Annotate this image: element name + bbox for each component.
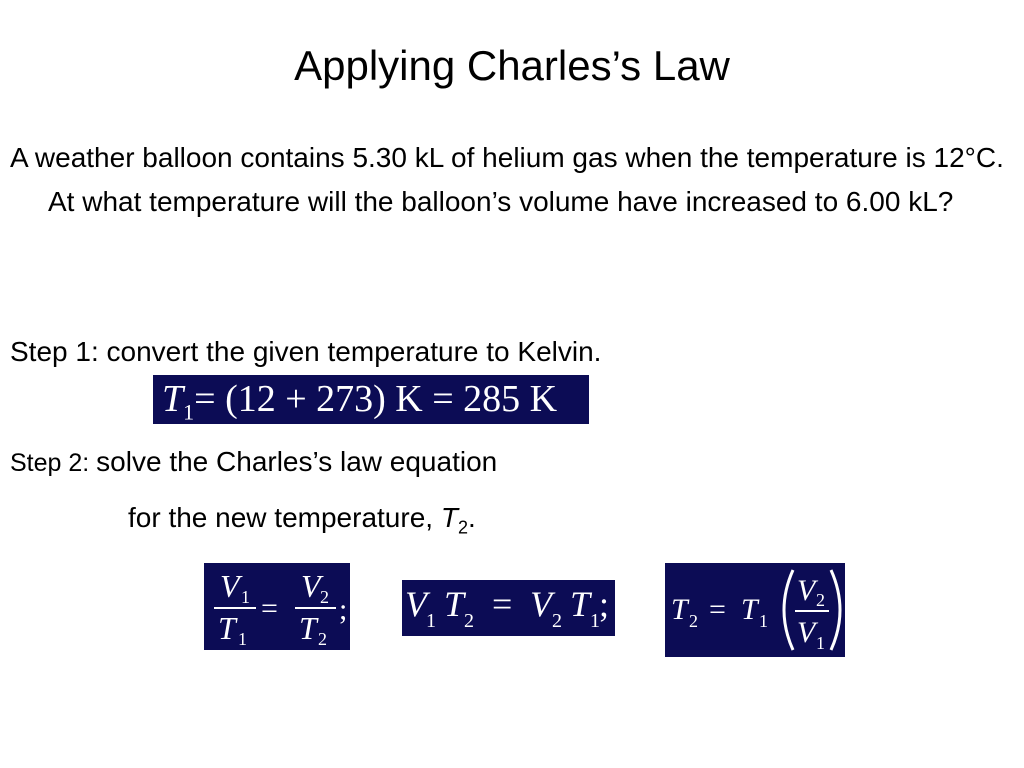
step-2-period: . [467,502,476,533]
eq3-equals: = [492,584,513,624]
problem-statement: A weather balloon contains 5.30 kL of helium gas when the temperature is 12°C. At what temperature will the balloon’s volume have increased to 6.00 kL? [10,142,1004,217]
step-1-text: Step 1: convert the given temperature to Kelvin. [10,336,602,367]
eq3-v1: V [405,584,427,624]
step-2-var: T [440,502,458,533]
step-2-prefix: Step 2: [10,449,97,477]
eq2-t2: T [299,610,317,646]
eq2-v1: V [220,568,240,604]
kelvin-conversion-equation [153,375,589,424]
eq3-v2: V [530,584,552,624]
eq-sub-1: 1 [183,399,195,424]
step-2-body: solve the Charles’s law equation [96,446,498,477]
eq4-v2-sub: 2 [816,590,825,610]
eq4-v1-sub: 1 [816,633,825,653]
eq4-t1-sub: 1 [759,611,768,631]
eq-rest: = (12 + 273) K = 285 K [194,378,558,420]
eq2-equals: = [261,592,278,625]
eq2-t2-sub: 2 [318,629,327,649]
charles-law-proportion-equation [204,563,350,650]
eq2-v2-sub: 2 [320,587,329,607]
eq4-t2-sub: 2 [689,611,698,631]
eq3-v2-sub: 2 [552,610,562,632]
eq4-equals: = [709,593,726,626]
eq3-v1-sub: 1 [426,610,436,632]
slide-title: Applying Charles’s Law [294,42,730,89]
eq2-v1-sub: 1 [241,587,250,607]
eq2-t1-sub: 1 [238,629,247,649]
solved-t2-equation [665,563,845,657]
eq4-t2: T [671,593,688,626]
eq2-semicolon: ; [339,593,348,626]
eq3-semicolon: ; [599,584,610,624]
eq-var-t: T [162,378,184,420]
eq2-t1: T [218,610,236,646]
eq4-v2: V [797,574,816,607]
eq3-t2: T [444,584,465,624]
step-2-text [10,440,497,485]
eq4-v1: V [797,616,816,649]
eq4-t1: T [741,593,758,626]
step-2-continuation [128,496,476,550]
step-2-sub: 2 [457,517,468,538]
left-paren [784,570,793,650]
eq3-t1-sub: 1 [590,610,600,632]
eq2-v2: V [301,568,321,604]
cross-multiplied-equation [402,580,615,636]
right-paren [831,570,840,650]
step-2-cont-text: for the new temperature, [128,502,441,533]
eq3-t1: T [570,584,591,624]
eq3-t2-sub: 2 [464,610,474,632]
